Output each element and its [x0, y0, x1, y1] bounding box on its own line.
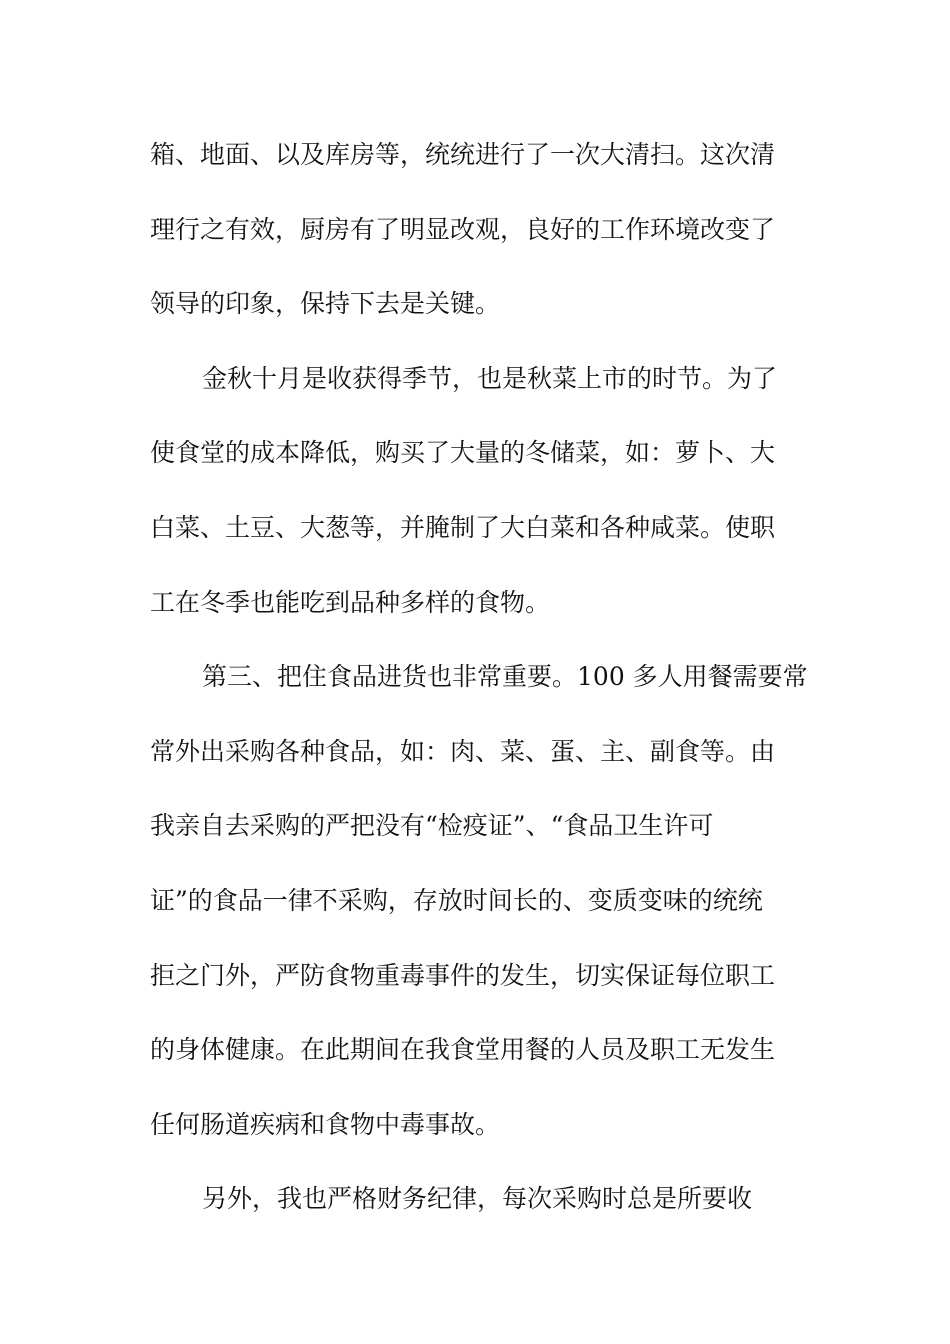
text-line-13: 的身体健康。在此期间在我食堂用餐的人员及职工无发生 [150, 1035, 776, 1065]
text-line-7: 工在冬季也能吃到品种多样的食物。 [150, 587, 551, 617]
text-line-2: 理行之有效，厨房有了明显改观，良好的工作环境改变了 [150, 214, 776, 244]
text-line-6: 白菜、土豆、大葱等，并腌制了大白菜和各种咸菜。使职 [150, 512, 776, 542]
text-line-3: 领导的印象，保持下去是关键。 [150, 289, 501, 319]
text-line-5: 使食堂的成本降低，购买了大量的冬储菜，如：萝卜、大 [150, 438, 776, 468]
text-line-10: 我亲自去采购的严把没有“检疫证”、“食品卫生许可 [150, 811, 714, 841]
text-line-11: 证”的食品一律不采购，存放时间长的、变质变味的统统 [150, 885, 763, 915]
text-line-8: 第三、把住食品进货也非常重要。100 多人用餐需要常 [202, 662, 808, 692]
body-text [150, 118, 830, 1237]
text-line-1: 箱、地面、以及库房等，统统进行了一次大清扫。这次清 [150, 140, 776, 169]
text-line-4: 金秋十月是收获得季节，也是秋菜上市的时节。为了 [202, 363, 778, 393]
text-line-12: 拒之门外，严防食物重毒事件的发生，切实保证每位职工 [150, 960, 776, 990]
text-line-14: 任何肠道疾病和食物中毒事故。 [150, 1109, 501, 1139]
text-line-15: 另外，我也严格财务纪律，每次采购时总是所要收 [202, 1184, 753, 1214]
text-line-9: 常外出采购各种食品，如：肉、菜、蛋、主、副食等。由 [150, 736, 776, 766]
